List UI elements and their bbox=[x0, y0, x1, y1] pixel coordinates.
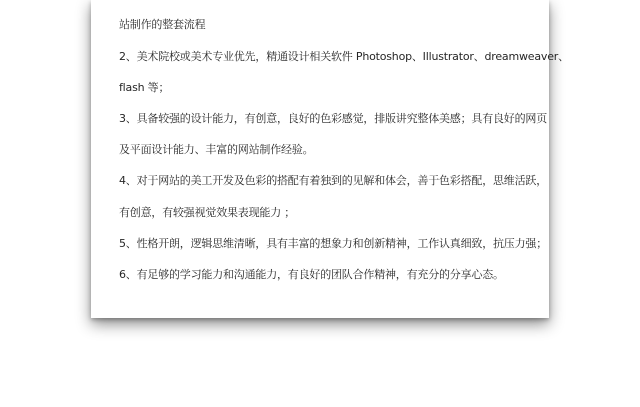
text-line: 3、具备较强的设计能力，有创意，良好的色彩感觉，排版讲究整体美感；具有良好的网页 bbox=[119, 112, 547, 125]
document-sheet bbox=[91, 0, 569, 318]
text-line: 站制作的整套流程 bbox=[119, 18, 206, 31]
text-line: 6、有足够的学习能力和沟通能力，有良好的团队合作精神，有充分的分享心态。 bbox=[119, 268, 504, 281]
text-line: 2、美术院校或美术专业优先，精通设计相关软件 Photoshop、Illustrator、dreamweaver、 bbox=[119, 50, 569, 63]
text-line: 4、对于网站的美工开发及色彩的搭配有着独到的见解和体会，善于色彩搭配，思维活跃， bbox=[119, 174, 547, 187]
text-line: 有创意，有较强视觉效果表现能力 ； bbox=[119, 206, 296, 219]
text-line: 5、性格开朗，逻辑思维清晰，具有丰富的想象力和创新精神，工作认真细致，抗压力强； bbox=[119, 237, 547, 250]
text-line: flash 等； bbox=[119, 81, 170, 94]
text-line: 及平面设计能力、丰富的网站制作经验。 bbox=[119, 143, 314, 156]
